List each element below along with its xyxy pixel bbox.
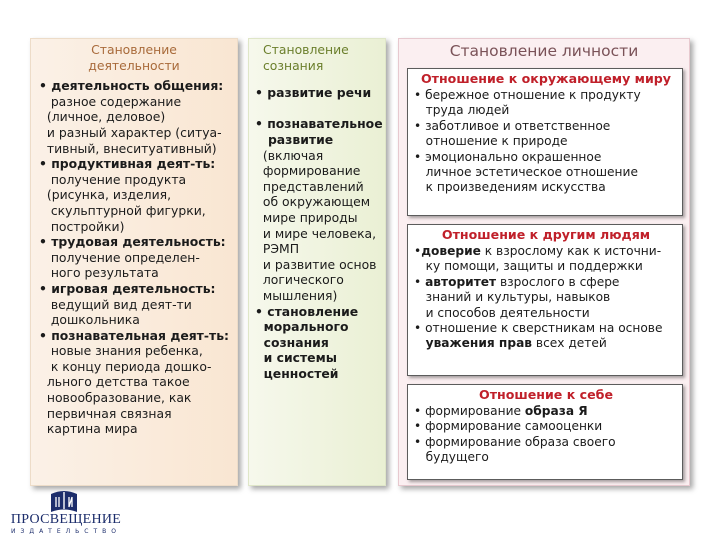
box-world-relation <box>407 68 683 216</box>
list-item: к концу периода дошко- <box>39 358 212 374</box>
list-item: получение продукта <box>39 171 187 187</box>
column-activity-title: Становление деятельности <box>88 42 180 73</box>
list-item <box>414 450 678 465</box>
list-item: отношение к природе <box>414 134 568 149</box>
list-item-post: к взрослому как к источни- <box>480 244 662 258</box>
list-item: • познавательное <box>255 116 383 132</box>
publisher-logo-icon <box>48 488 80 514</box>
list-item <box>414 290 678 305</box>
box-people-relation-list <box>414 244 678 352</box>
box-self-relation-list <box>414 404 678 466</box>
list-item: логического <box>255 272 344 288</box>
list-item <box>414 275 678 290</box>
list-item-pre: • <box>414 274 426 289</box>
column-personality <box>398 38 690 486</box>
list-item: морального <box>255 319 349 335</box>
list-item: скульптурной фигурки, <box>39 202 206 218</box>
list-item: • заботливое и ответственное <box>414 118 611 133</box>
list-item: и развитие основ <box>255 256 377 272</box>
list-item-pre: будущего <box>414 450 489 465</box>
box-self-relation <box>407 384 683 480</box>
list-item: ного результата <box>39 265 159 281</box>
list-item <box>414 306 678 321</box>
list-item: сознания <box>255 334 329 350</box>
list-item: формирование <box>255 163 361 179</box>
box-people-relation-title: Отношение к другим людям <box>441 227 651 242</box>
box-world-relation-title: Отношение к окружающему миру <box>420 71 672 86</box>
list-item: личное эстетическое отношение <box>414 165 638 180</box>
list-item-pre: • формирование самооценки <box>414 419 603 434</box>
list-item: и системы <box>255 350 337 366</box>
list-item: и мире человека, <box>255 225 377 241</box>
publisher-logo <box>6 486 126 536</box>
list-item-post: взрослого в сфере <box>496 274 620 289</box>
list-item: • эмоционально окрашенное <box>414 149 602 164</box>
list-item: разное содержание <box>39 93 182 109</box>
publisher-name: ПРОСВЕЩЕНИЕ <box>10 512 122 527</box>
list-item-pre <box>414 336 426 350</box>
list-item: • становление <box>255 303 359 319</box>
list-item: об окружающем <box>255 194 371 210</box>
list-item-pre: • отношение к сверстникам на основе <box>414 321 663 336</box>
list-item: (личное, деловое) <box>39 109 166 125</box>
list-item-bold: авторитет <box>425 274 497 289</box>
list-item: • бережное отношение к продукту <box>414 88 641 102</box>
list-item-pre: знаний и культуры, навыков <box>414 290 611 305</box>
list-item-pre: и способов деятельности <box>414 305 590 320</box>
list-item: мышления) <box>255 287 338 303</box>
list-item <box>414 435 678 450</box>
list-item: новые знания ребенка, <box>39 343 203 359</box>
list-item <box>414 244 678 259</box>
list-item: • деятельность общения: <box>39 78 224 94</box>
list-item: дошкольника <box>39 312 140 328</box>
column-consciousness-title: Становление сознания <box>263 42 349 73</box>
list-item: получение определен- <box>39 249 200 265</box>
column-personality-title: Становление личности <box>449 42 639 60</box>
list-item <box>414 321 678 336</box>
list-item: картина мира <box>39 421 138 437</box>
list-item <box>414 259 678 274</box>
column-activity <box>30 38 238 486</box>
list-item: РЭМП <box>255 241 300 257</box>
list-item <box>255 101 385 117</box>
list-item: (включая <box>255 147 324 163</box>
list-item-bold: уважения прав <box>425 336 533 351</box>
list-item-pre: • <box>414 244 422 258</box>
column-activity-list <box>39 78 237 437</box>
box-self-relation-title: Отношение к себе <box>479 387 613 402</box>
box-world-relation-list <box>414 88 678 196</box>
list-item <box>414 404 678 419</box>
list-item: новообразование, как <box>39 390 192 406</box>
list-item: ведущий вид деят-ти <box>39 296 192 312</box>
column-consciousness <box>248 38 386 486</box>
list-item-pre: • формирование образа своего <box>414 434 616 449</box>
list-item-bold: образа Я <box>524 404 588 418</box>
list-item: льного детства такое <box>39 374 190 390</box>
list-item: • познавательная деят-ть: <box>39 327 229 343</box>
list-item <box>414 336 678 351</box>
list-item-pre: • формирование <box>414 404 525 418</box>
list-item: к произведениям искусства <box>414 180 606 195</box>
list-item: представлений <box>255 178 364 194</box>
list-item: мире природы <box>255 209 358 225</box>
list-item: тивный, внеситуативный) <box>39 140 217 156</box>
list-item: труда людей <box>414 103 510 118</box>
publisher-subtitle: ИЗДАТЕЛЬСТВО <box>11 528 121 535</box>
list-item <box>414 419 678 434</box>
list-item: • развитие речи <box>255 85 372 101</box>
list-item: • игровая деятельность: <box>39 280 216 296</box>
list-item: первичная связная <box>39 405 172 421</box>
list-item: • продуктивная деят-ть: <box>39 156 216 172</box>
list-item: и разный характер (ситуа- <box>39 124 222 140</box>
list-item: (рисунка, изделия, <box>39 187 172 203</box>
box-people-relation <box>407 224 683 376</box>
list-item: постройки) <box>39 218 125 234</box>
list-item-pre: ку помощи, защиты и поддержки <box>414 259 643 274</box>
list-item: развитие <box>255 131 334 147</box>
list-item: ценностей <box>255 365 339 381</box>
column-consciousness-list <box>255 85 385 381</box>
list-item-post: всех детей <box>532 336 607 351</box>
list-item-bold: доверие <box>421 244 481 258</box>
list-item: • трудовая деятельность: <box>39 234 226 250</box>
